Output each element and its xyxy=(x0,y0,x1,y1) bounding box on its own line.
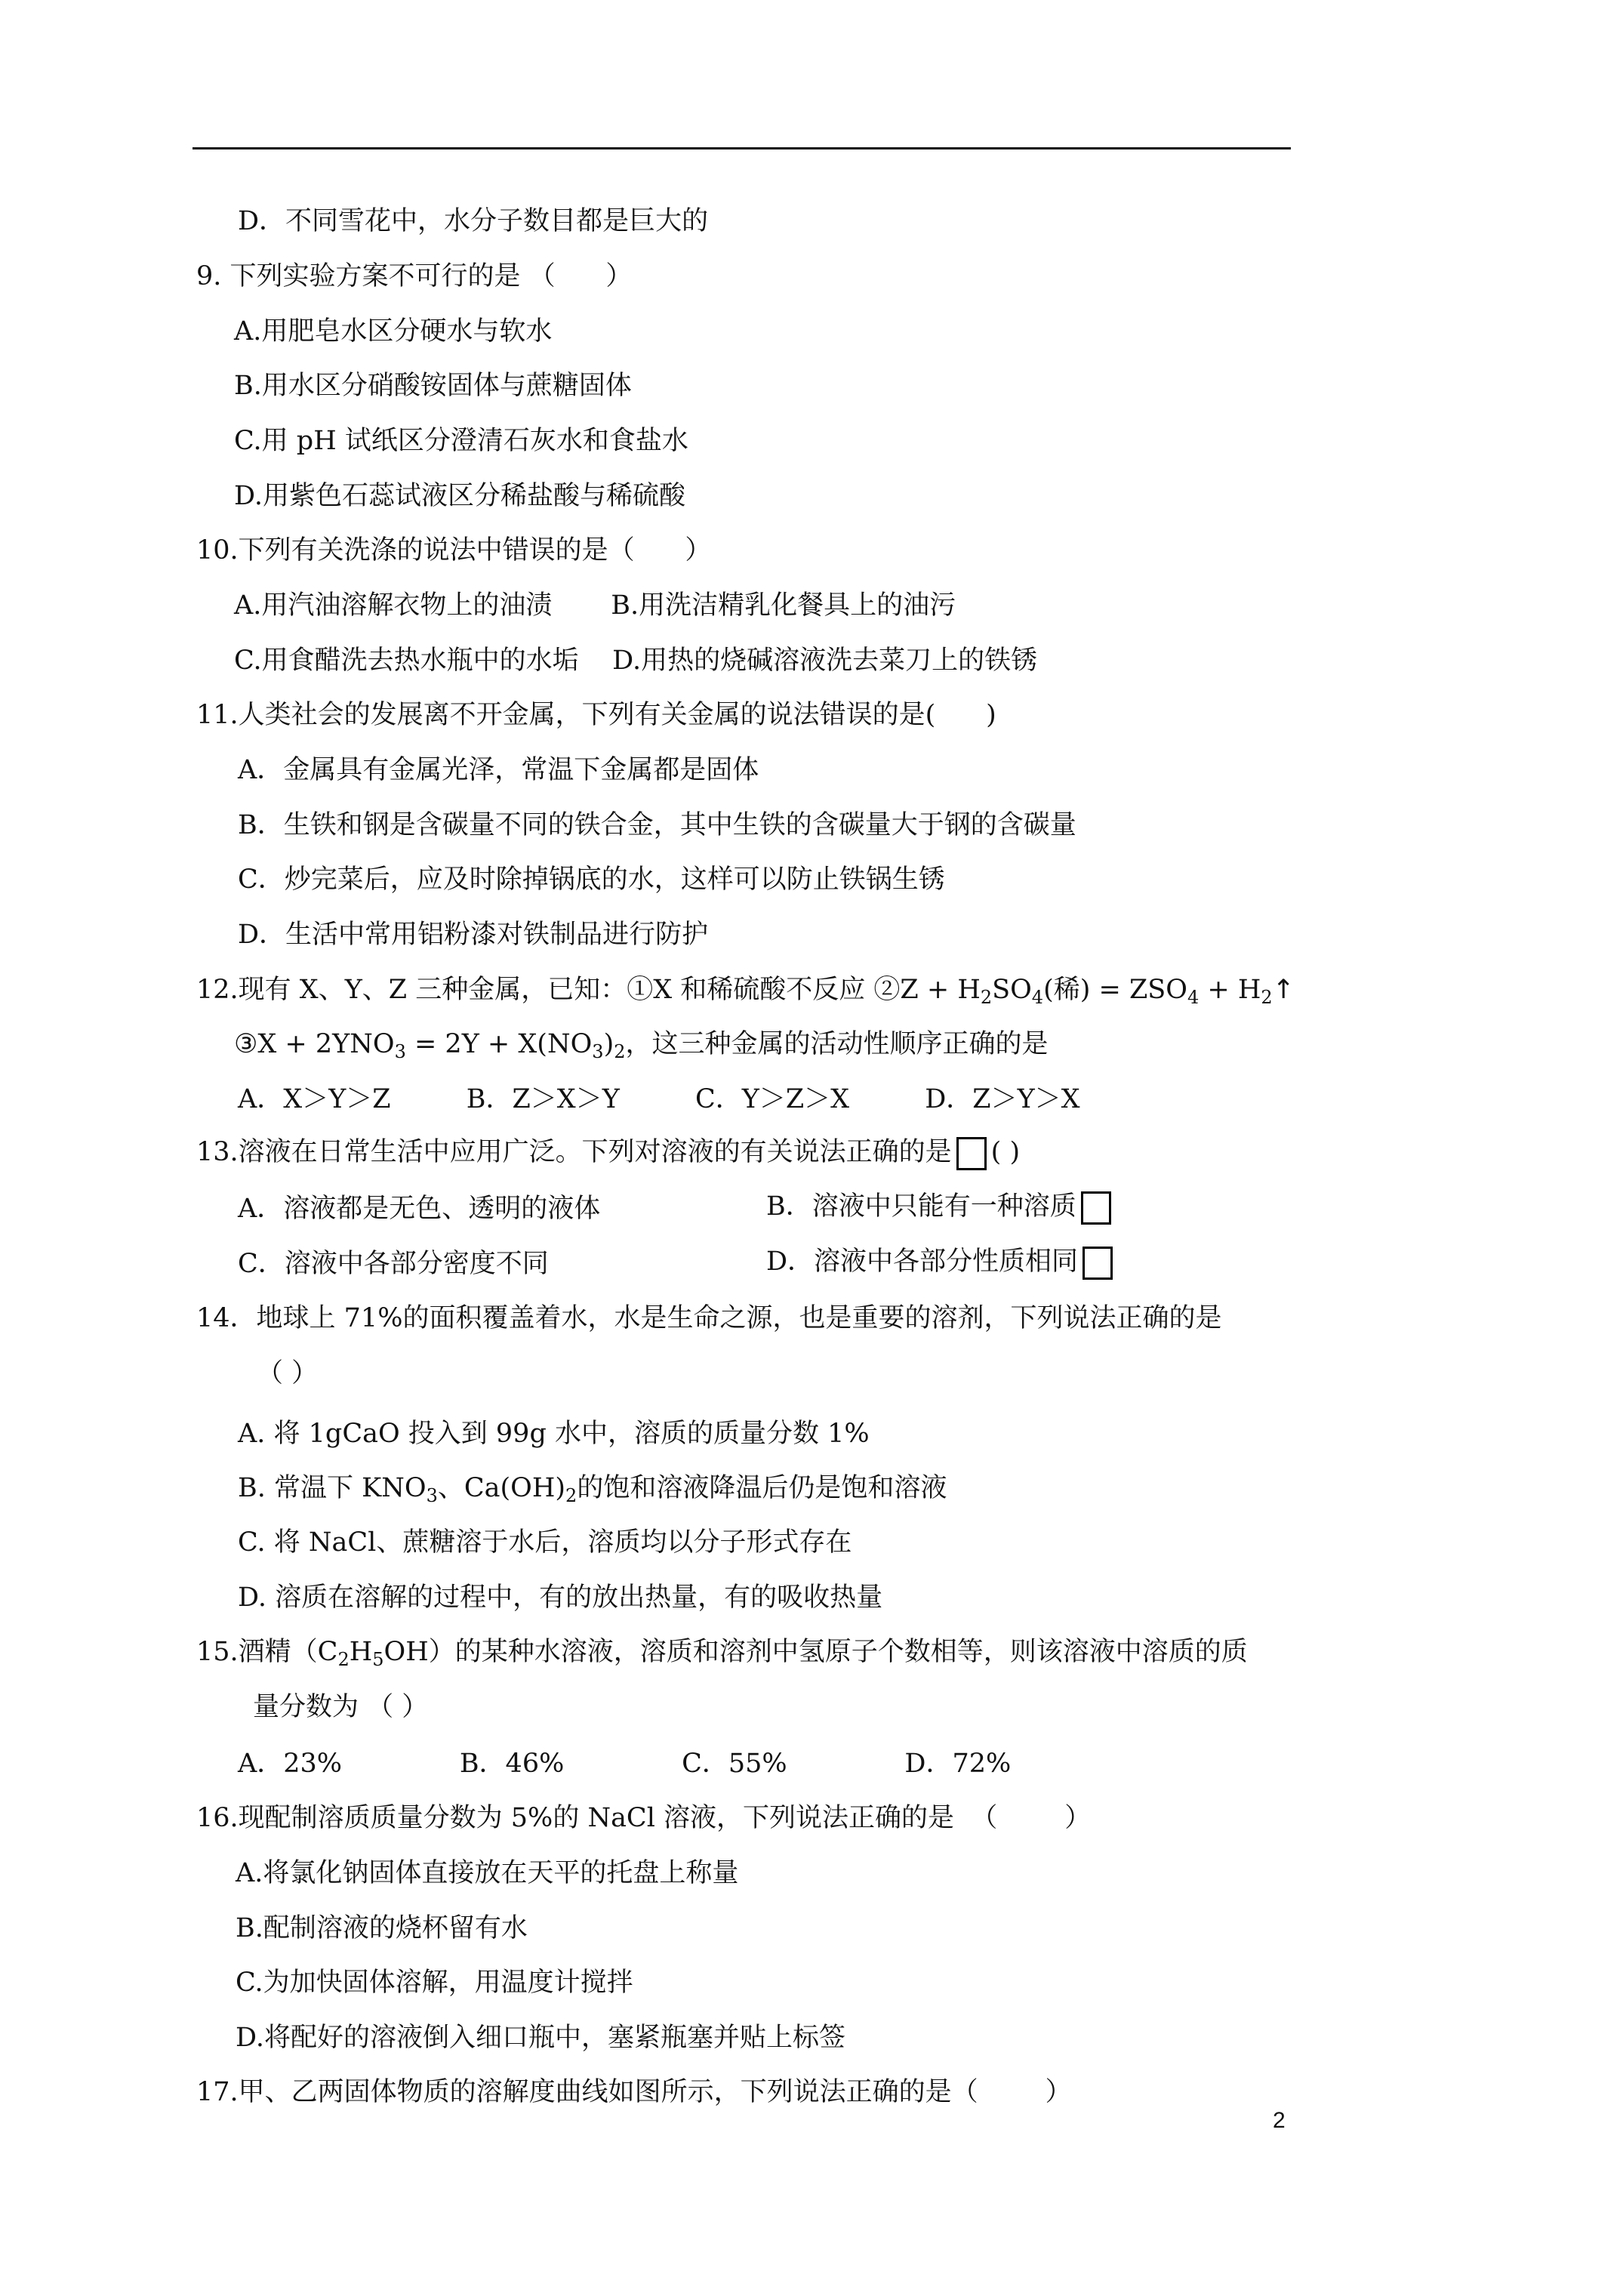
text-line: 9. 下列实验方案不可行的是 （ ） xyxy=(196,261,633,291)
q16-line: B.配制溶液的烧杯留有水 xyxy=(236,1913,528,1943)
header-rule xyxy=(192,147,1291,149)
q15-stem-line2: 量分数为 （ ） xyxy=(253,1692,429,1722)
q14-option-b: B. 常温下 $KNO_3$、$Ca(OH)_2$的饱和溶液降温后仍是饱和溶液 xyxy=(238,1473,947,1506)
text-line: A．金属具有金属光泽，常温下金属都是固体 xyxy=(238,755,759,785)
q13-option-c: C．溶液中各部分密度不同 xyxy=(238,1249,549,1279)
text-line: C.用 pH 试纸区分澄清石灰水和食盐水 xyxy=(234,426,688,456)
text-line: C.用食醋洗去热水瓶中的水垢 D.用热的烧碱溶液洗去菜刀上的铁锈 xyxy=(234,646,1038,676)
q14-option-a: A. 将 1gCaO 投入到 99g 水中，溶质的质量分数 1% xyxy=(238,1419,870,1449)
answer-box xyxy=(956,1137,987,1170)
page-number: 2 xyxy=(1273,2108,1286,2133)
q14-stem: 14．地球上 71%的面积覆盖着水，水是生命之源，也是重要的溶剂，下列说法正确的是 xyxy=(196,1303,1222,1333)
q16-line: C.为加快固体溶解，用温度计搅拌 xyxy=(236,1968,633,1998)
text-line: B．生铁和钢是含碳量不同的铁合金，其中生铁的含碳量大于钢的含碳量 xyxy=(238,810,1076,840)
q13-stem: 13.溶液在日常生活中应用广泛。下列对溶液的有关说法正确的是 ( ) xyxy=(196,1136,1020,1170)
q14-option-c: C. 将 NaCl、蔗糖溶于水后，溶质均以分子形式存在 xyxy=(238,1527,852,1558)
q13-option-d: D．溶液中各部分性质相同 xyxy=(766,1246,1117,1280)
text-line: 11.人类社会的发展离不开金属，下列有关金属的说法错误的是( ) xyxy=(196,700,996,730)
q14-paren: （ ） xyxy=(257,1358,319,1388)
answer-box xyxy=(1083,1247,1113,1280)
text-line: B.用水区分硝酸铵固体与蔗糖固体 xyxy=(234,371,632,401)
text-line: D.用紫色石蕊试液区分稀盐酸与稀硫酸 xyxy=(234,481,685,511)
q16-line: 16.现配制溶质质量分数为 5%的 NaCl 溶液，下列说法正确的是 （ ） xyxy=(196,1803,1092,1833)
q13-option-a: A．溶液都是无色、透明的液体 xyxy=(238,1194,601,1224)
text-line: 10.下列有关洗涤的说法中错误的是（ ） xyxy=(196,535,712,566)
q12-stem-line2: ③X + $2YNO_3 = 2Y + X(NO_3)_2$，这三种金属的活动性顺序正确的是 xyxy=(234,1029,1049,1062)
answer-box xyxy=(1081,1191,1111,1225)
q13-option-b: B．溶液中只能有一种溶质 xyxy=(766,1191,1116,1225)
q15-options: A．23% B．46% C．55% D．72% xyxy=(238,1749,1012,1779)
q12-options: A．X＞Y＞Z B．Z＞X＞Y C．Y＞Z＞X D．Z＞Y＞X xyxy=(238,1084,1080,1114)
q16-line: D.将配好的溶液倒入细口瓶中，塞紧瓶塞并贴上标签 xyxy=(236,2023,845,2053)
text-line: D．不同雪花中，水分子数目都是巨大的 xyxy=(238,206,709,236)
text-line: A.用肥皂水区分硬水与软水 xyxy=(234,316,553,347)
up-arrow-icon: ↑ xyxy=(1272,975,1295,1005)
q16-line: 17.甲、乙两固体物质的溶解度曲线如图所示，下列说法正确的是（ ） xyxy=(196,2077,1072,2107)
q15-stem: 15.酒精$(C_2H_5OH)$的某种水溶液，溶质和溶剂中氢原子个数相等，则该溶液中溶质的质 xyxy=(196,1637,1248,1670)
q14-option-d: D. 溶质在溶解的过程中，有的放出热量，有的吸收热量 xyxy=(238,1583,883,1613)
text-line: D．生活中常用铝粉漆对铁制品进行防护 xyxy=(238,920,709,950)
text-line: A.用汽油溶解衣物上的油渍 B.用洗洁精乳化餐具上的油污 xyxy=(234,590,956,621)
q12-stem-line1: 12.现有 X、Y、Z 三种金属，已知：①X 和稀硫酸不反应 ②Z + $H_2SO_4$(稀) = $ZSO_4$ + $H_2↑$ xyxy=(196,975,1295,1008)
q16-line: A.将氯化钠固体直接放在天平的托盘上称量 xyxy=(236,1858,739,1888)
text-line: C．炒完菜后，应及时除掉锅底的水，这样可以防止铁锅生锈 xyxy=(238,864,945,895)
